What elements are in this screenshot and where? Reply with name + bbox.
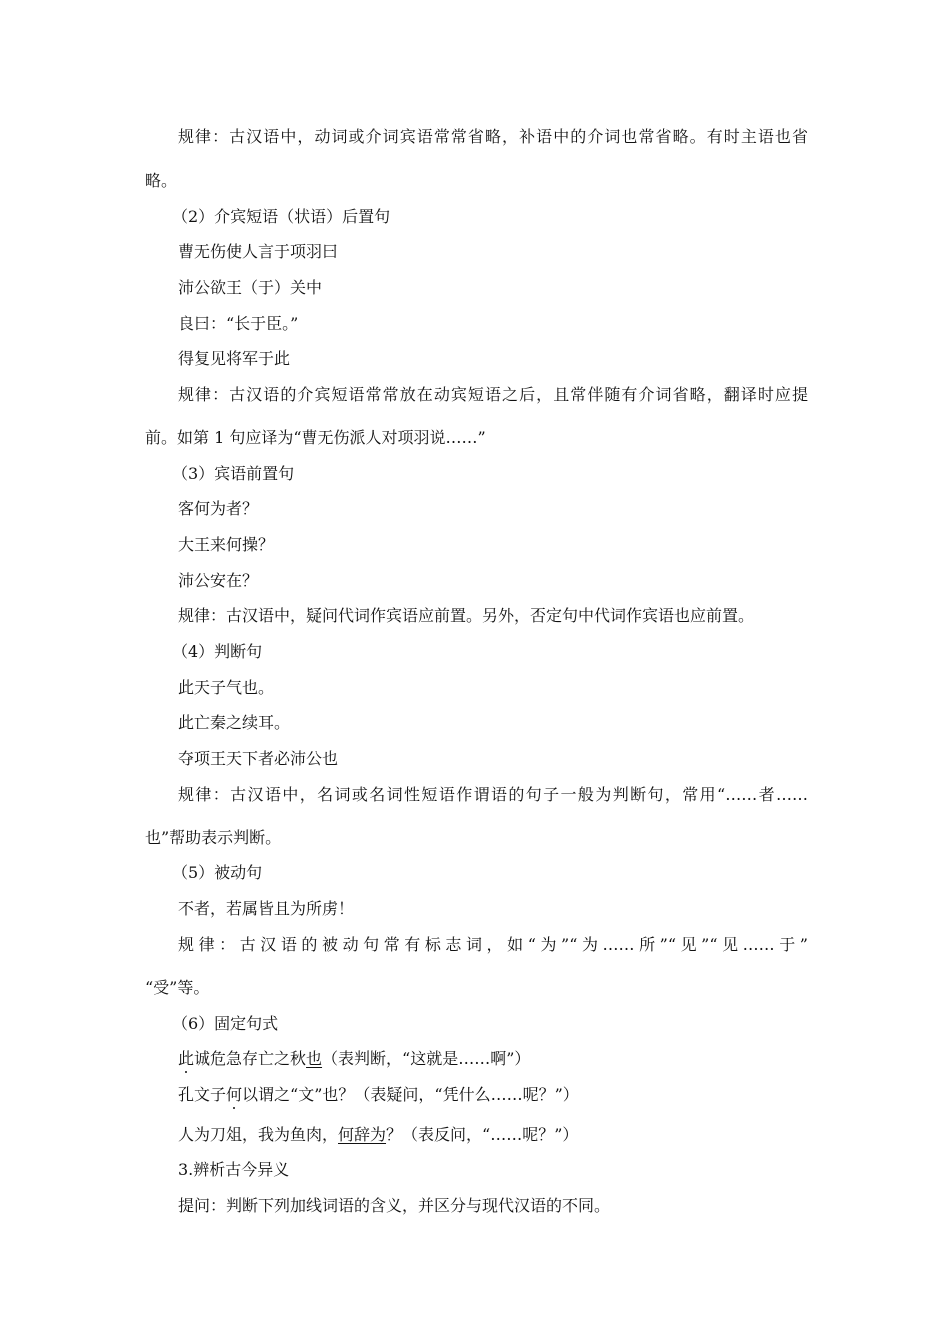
example-line: 客何为者？ [178, 499, 259, 518]
example-line: 不者，若属皆且为所虏！ [178, 899, 355, 918]
example-line: 沛公欲王（于）关中 [178, 278, 323, 297]
fixed-pattern-line-1 [178, 1048, 530, 1070]
text-segment: （表判断，“这就是……啊”） [322, 1049, 531, 1068]
example-line: 大王来何操？ [178, 535, 275, 554]
paragraph-rule-4: 规律：古汉语中，名词或名词性短语作谓语的句子一般为判断句，常用“……者…… [178, 785, 808, 804]
emphasis-dot-char: 何 [226, 1085, 243, 1104]
heading-3: （3）宾语前置句 [172, 464, 295, 483]
section-heading-3: 3.辨析古今异义 [178, 1160, 290, 1179]
paragraph-rule-3: 规律：古汉语中，疑问代词作宾语应前置。另外，否定句中代词作宾语也应前置。 [178, 606, 755, 625]
underlined-word: 也 [306, 1049, 323, 1068]
paragraph-rule-1: 规律：古汉语中，动词或介词宾语常常省略，补语中的介词也常省略。有时主语也省 [178, 127, 808, 146]
text-segment: ？（表反问，“……呢？”） [386, 1125, 579, 1144]
paragraph-rule-2-cont: 前。如第 1 句应译为“曹无伤派人对项羽说……” [145, 428, 486, 447]
heading-2: （2）介宾短语（状语）后置句 [172, 207, 391, 226]
paragraph-rule-4-cont: 也”帮助表示判断。 [145, 828, 282, 847]
example-line: 夺项王天下者必沛公也 [178, 749, 339, 768]
fixed-pattern-line-3 [178, 1124, 578, 1146]
heading-5: （5）被动句 [172, 863, 263, 882]
paragraph-rule-1-cont: 略。 [145, 171, 178, 190]
text-segment: 人为刀俎，我为鱼肉， [178, 1125, 339, 1144]
paragraph-rule-5: 规律：古汉语的被动句常有标志词，如“为”“为……所”“见”“见……于” [178, 935, 808, 954]
example-line: 此天子气也。 [178, 678, 275, 697]
text-segment: 孔文子 [178, 1085, 227, 1104]
example-line: 沛公安在？ [178, 571, 259, 590]
example-line: 良曰：“长于臣。” [178, 314, 299, 333]
question-prompt: 提问：判断下列加线词语的含义，并区分与现代汉语的不同。 [178, 1196, 611, 1215]
example-line: 曹无伤使人言于项羽曰 [178, 242, 339, 261]
heading-4: （4）判断句 [172, 642, 263, 661]
text-segment: 诚危急存亡之秋 [194, 1049, 307, 1068]
heading-6: （6）固定句式 [172, 1014, 279, 1033]
fixed-pattern-line-2 [178, 1084, 579, 1106]
underlined-word: 何辞为 [338, 1125, 387, 1144]
example-line: 得复见将军于此 [178, 349, 291, 368]
example-line: 此亡秦之续耳。 [178, 713, 291, 732]
paragraph-rule-5-cont: “受”等。 [145, 978, 210, 997]
emphasis-dot-char: 此 [178, 1049, 195, 1068]
text-segment: 以谓之“文”也？（表疑问，“凭什么……呢？”） [242, 1085, 579, 1104]
paragraph-rule-2: 规律：古汉语的介宾短语常常放在动宾短语之后，且常伴随有介词省略，翻译时应提 [178, 385, 808, 404]
